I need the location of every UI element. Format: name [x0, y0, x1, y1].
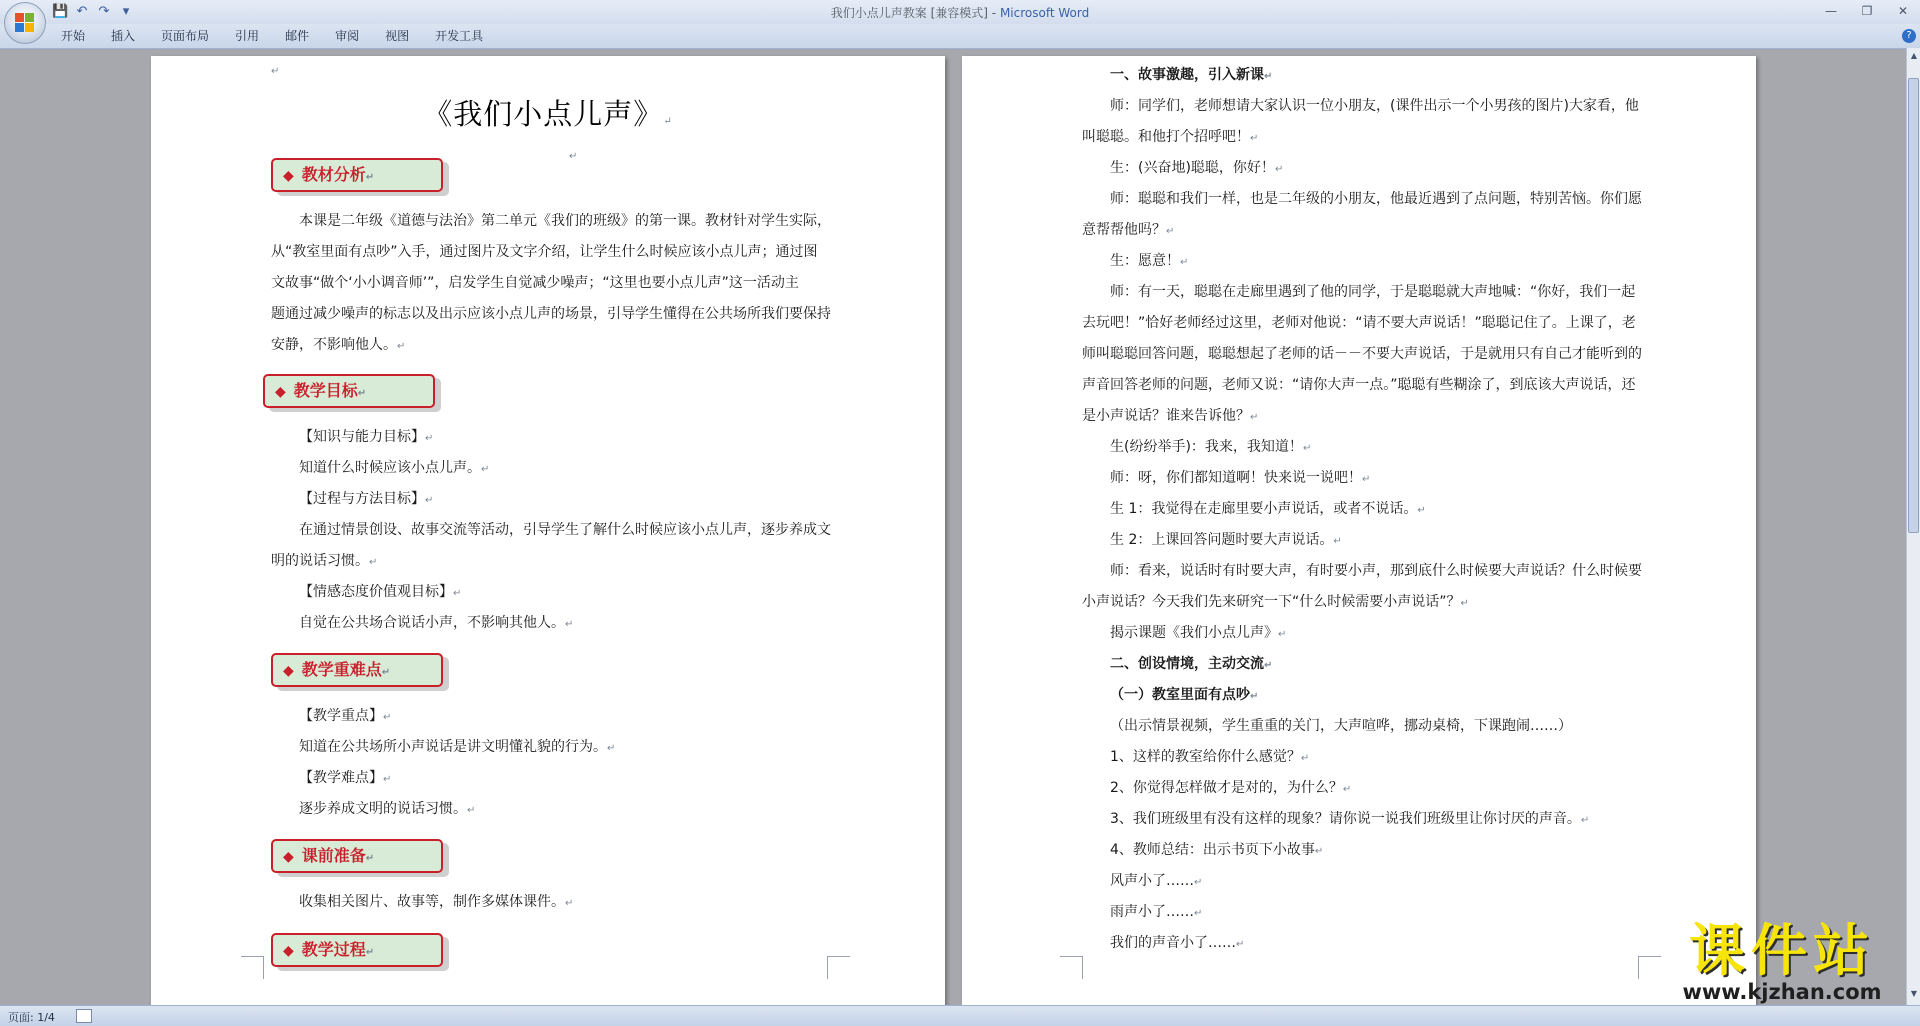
diamond-icon: ◆	[283, 168, 294, 184]
document-page-1[interactable]	[151, 56, 945, 1005]
keypoint-line: 知道在公共场所小声说话是讲文明懂礼貌的行为。↵	[299, 739, 616, 755]
body-line: 3、我们班级里有没有这样的现象？请你说一说我们班级里让你讨厌的声音。↵	[1110, 811, 1590, 827]
tab-view[interactable]: 视图	[385, 29, 410, 43]
section-banner-analysis	[271, 158, 443, 192]
body-line: 雨声小了……↵	[1110, 904, 1203, 920]
tab-review[interactable]: 审阅	[335, 29, 360, 43]
goal-line: 【情感态度价值观目标】↵	[299, 584, 462, 600]
tab-home[interactable]: 开始	[61, 29, 86, 43]
redo-icon[interactable]: ↷	[98, 4, 110, 19]
paragraph-mark: ↵	[365, 947, 375, 958]
body-line: 师：看来，说话时有时要大声，有时要小声，那到底什么时候要大声说话？什么时候要	[1110, 563, 1642, 579]
body-line: 叫聪聪。和他打个招呼吧！↵	[1082, 129, 1259, 145]
help-icon[interactable]: ?	[1902, 29, 1916, 43]
body-line: 声音回答老师的问题，老师又说：“请你大声一点。”聪聪有些糊涂了，到底该大声说话，还	[1082, 377, 1636, 393]
analysis-line: 题通过减少噪声的标志以及出示应该小点儿声的场景，引导学生懂得在公共场所我们要保持	[271, 306, 831, 322]
paragraph-mark: ↵	[569, 151, 578, 162]
scrollbar-thumb[interactable]	[1908, 78, 1919, 533]
tab-page-layout[interactable]: 页面布局	[161, 29, 210, 43]
section-banner-keypoints	[271, 653, 443, 687]
vertical-scrollbar[interactable]	[1906, 48, 1920, 1005]
section-label: 教材分析	[301, 165, 366, 184]
proofing-status-icon[interactable]	[76, 1009, 92, 1023]
section-banner-goals	[263, 374, 435, 408]
undo-icon[interactable]: ↶	[76, 4, 88, 19]
diamond-icon: ◆	[283, 849, 294, 865]
heading-line: 二、创设情境，主动交流↵	[1110, 656, 1273, 672]
app-name: Microsoft Word	[999, 6, 1090, 20]
paragraph-mark: ↵	[365, 853, 375, 864]
margin-crop-mark	[241, 956, 264, 979]
document-name: 我们小点儿声教案 [兼容模式]	[830, 6, 988, 20]
body-line: 小声说话？今天我们先来研究一下“什么时候需要小声说话”？↵	[1082, 594, 1469, 610]
paragraph-mark: ↵	[271, 66, 280, 77]
body-line: 去玩吧！”恰好老师经过这里，老师对他说：“请不要大声说话！”聪聪记住了。上课了，老	[1082, 315, 1636, 331]
body-line: 生：(兴奋地)聪聪，你好！↵	[1110, 160, 1284, 176]
goal-line: 【过程与方法目标】↵	[299, 491, 434, 507]
diamond-icon: ◆	[283, 943, 294, 959]
margin-crop-mark	[827, 956, 850, 979]
watermark-logo	[1662, 919, 1902, 1004]
page-count-status[interactable]: 页面: 1/4	[8, 1011, 55, 1024]
paragraph-mark: ↵	[365, 172, 375, 183]
body-line: 风声小了……↵	[1110, 873, 1203, 889]
diamond-icon: ◆	[275, 384, 286, 400]
heading-line: 一、故事激趣，引入新课↵	[1110, 67, 1273, 83]
section-label: 教学重难点	[301, 660, 382, 679]
ribbon	[0, 24, 1920, 49]
section-label: 教学目标	[293, 381, 358, 400]
body-line: 1、这样的教室给你什么感觉？↵	[1110, 749, 1310, 765]
margin-crop-mark	[1060, 956, 1083, 979]
body-line: 我们的声音小了……↵	[1110, 935, 1245, 951]
window-title	[0, 4, 1920, 21]
keypoint-line: 【教学难点】↵	[299, 770, 392, 786]
section-banner-process	[271, 933, 443, 967]
status-bar	[0, 1005, 1920, 1026]
diamond-icon: ◆	[283, 663, 294, 679]
goal-line: 在通过情景创设、故事交流等活动，引导学生了解什么时候应该小点儿声，逐步养成文	[299, 522, 831, 538]
tab-mailings[interactable]: 邮件	[285, 29, 310, 43]
ribbon-tabs	[48, 24, 496, 48]
body-line: 师：呀，你们都知道啊！快来说一说吧！↵	[1110, 470, 1371, 486]
watermark-url: www.kjzhan.com	[1682, 980, 1882, 1004]
paragraph-mark: ↵	[357, 388, 367, 399]
close-button[interactable]: ✕	[1897, 4, 1909, 18]
body-line: 2、你觉得怎样做才是对的，为什么？↵	[1110, 780, 1352, 796]
body-line: 是小声说话？谁来告诉他？↵	[1082, 408, 1259, 424]
document-title: 《我们小点儿声》	[423, 97, 664, 131]
goal-line: 【知识与能力目标】↵	[299, 429, 434, 445]
paragraph-mark: ↵	[663, 116, 673, 127]
body-line: 师：有一天，聪聪在走廊里遇到了他的同学，于是聪聪就大声地喊：“你好，我们一起	[1110, 284, 1636, 300]
body-line: 4、教师总结：出示书页下小故事↵	[1110, 842, 1324, 858]
body-line: 生 2：上课回答问题时要大声说话。↵	[1110, 532, 1342, 548]
save-icon[interactable]: 💾	[52, 4, 69, 19]
document-page-2[interactable]	[962, 56, 1756, 1005]
body-line: 师：同学们，老师想请大家认识一位小朋友，(课件出示一个小男孩的图片)大家看，他	[1110, 98, 1639, 114]
prep-line: 收集相关图片、故事等，制作多媒体课件。↵	[299, 894, 574, 910]
body-line: 师：聪聪和我们一样，也是二年级的小朋友，他最近遇到了点问题，特别苦恼。你们愿	[1110, 191, 1642, 207]
margin-crop-mark	[1638, 956, 1661, 979]
paragraph-mark: ↵	[381, 667, 391, 678]
body-line: （出示情景视频，学生重重的关门，大声喧哗，挪动桌椅，下课跑闹……）	[1110, 718, 1572, 734]
goal-line: 明的说话习惯。↵	[271, 553, 378, 569]
keypoint-line: 【教学重点】↵	[299, 708, 392, 724]
restore-button[interactable]: ❐	[1861, 4, 1873, 18]
goal-line: 知道什么时候应该小点儿声。↵	[299, 460, 490, 476]
section-banner-prep	[271, 839, 443, 873]
tab-developer[interactable]: 开发工具	[435, 29, 484, 43]
heading-line: （一）教室里面有点吵↵	[1110, 687, 1259, 703]
body-line: 意帮帮他吗？↵	[1082, 222, 1175, 238]
scroll-down-icon[interactable]: ▼	[1910, 989, 1918, 998]
tab-references[interactable]: 引用	[235, 29, 260, 43]
window-controls	[1820, 2, 1914, 20]
office-logo-icon	[15, 13, 35, 33]
minimize-button[interactable]: —	[1825, 4, 1837, 18]
analysis-line: 文故事“做个‘小小调音师’”，启发学生自觉减少噪声；“这里也要小点儿声”这一活动主	[271, 275, 799, 291]
paragraph-mark: ↵	[397, 341, 406, 352]
office-button[interactable]	[4, 2, 46, 44]
analysis-line: 从“教室里面有点吵”入手，通过图片及文字介绍，让学生什么时候应该小点儿声；通过图	[271, 244, 818, 260]
title-separator: -	[987, 6, 1000, 20]
body-line: 生(纷纷举手)：我来，我知道！↵	[1110, 439, 1312, 455]
body-line: 生 1：我觉得在走廊里要小声说话，或者不说话。↵	[1110, 501, 1426, 517]
keypoint-line: 逐步养成文明的说话习惯。↵	[299, 801, 476, 817]
page-title	[151, 92, 945, 133]
tab-insert[interactable]: 插入	[111, 29, 136, 43]
customize-qat-icon[interactable]: ▾	[122, 4, 130, 19]
analysis-line: 安静，不影响他人。↵	[271, 337, 406, 353]
goal-line: 自觉在公共场合说话小声，不影响其他人。↵	[299, 615, 574, 631]
watermark-title: 课件站	[1689, 919, 1875, 984]
analysis-line: 本课是二年级《道德与法治》第二单元《我们的班级》的第一课。教材针对学生实际，	[299, 213, 831, 229]
section-label: 教学过程	[301, 940, 366, 959]
body-line: 揭示课题《我们小点儿声》↵	[1110, 625, 1287, 641]
scroll-up-icon[interactable]: ▲	[1910, 51, 1918, 60]
section-label: 课前准备	[301, 846, 366, 865]
title-bar	[0, 0, 1920, 24]
body-line: 师叫聪聪回答问题，聪聪想起了老师的话－－不要大声说话，于是就用只有自己才能听到的	[1082, 346, 1642, 362]
body-line: 生：愿意！↵	[1110, 253, 1189, 269]
